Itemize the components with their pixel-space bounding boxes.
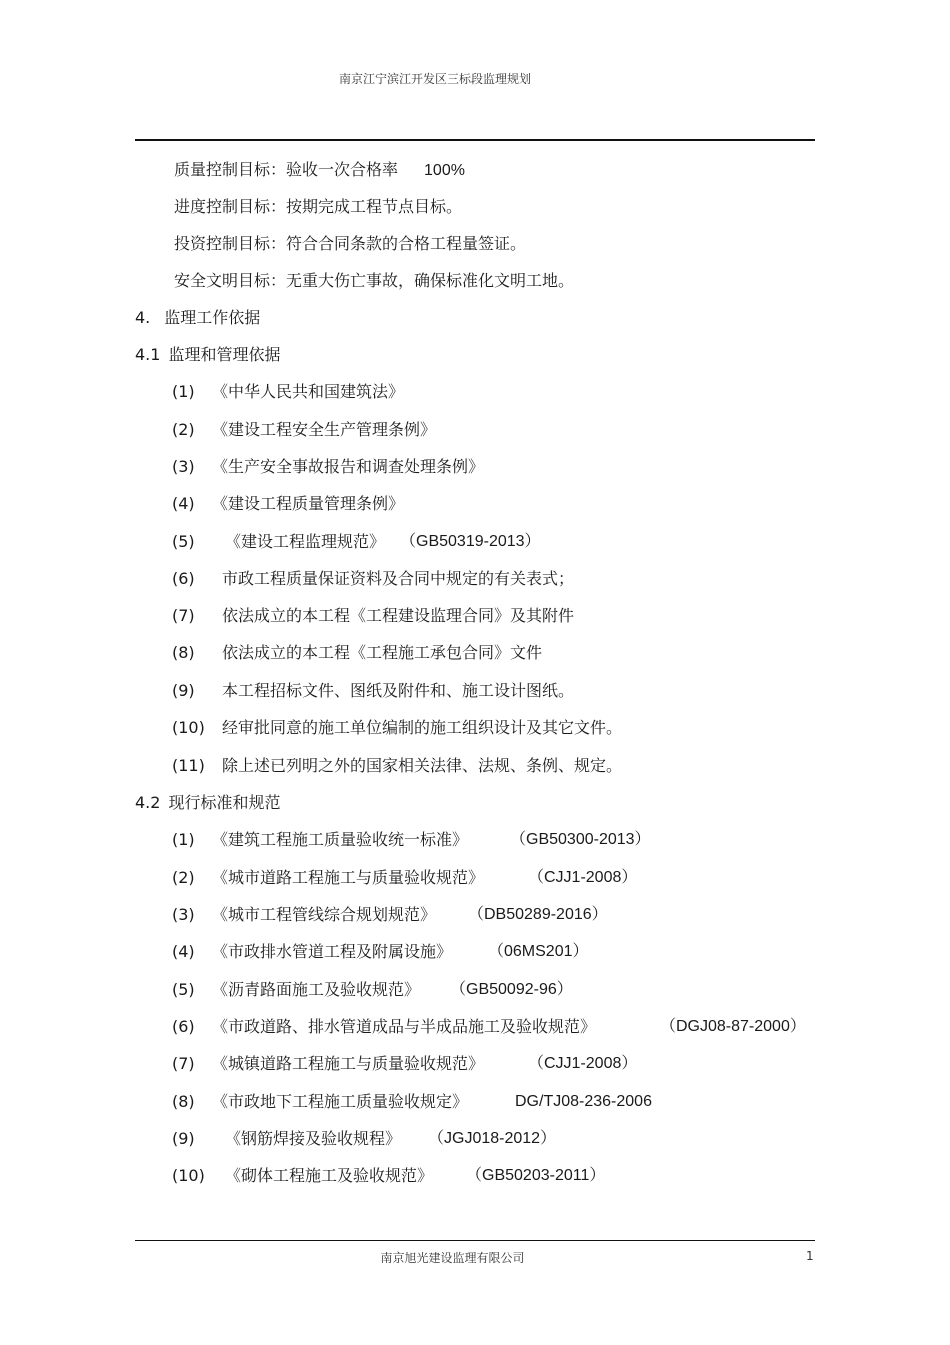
footer-company: 南京旭光建设监理有限公司 bbox=[380, 1251, 525, 1265]
investment-goal: 投资控制目标：符合合同条款的合格工程量签证。 bbox=[174, 234, 527, 253]
quality-goal: 质量控制目标：验收一次合格率 100% bbox=[174, 160, 465, 179]
section-4-1-heading: 4.1 监理和管理依据 bbox=[135, 345, 281, 364]
safety-goal: 安全文明目标：无重大伤亡事故，确保标准化文明工地。 bbox=[174, 271, 575, 290]
page-header: 南京江宁滨江开发区三标段监理规划 bbox=[338, 72, 531, 86]
section-4-heading: 4. 监理工作依据 bbox=[135, 308, 261, 327]
section-4-2-heading: 4.2 现行标准和规范 bbox=[135, 793, 281, 812]
footer-rule bbox=[135, 1240, 815, 1241]
page-number: 1 bbox=[806, 1249, 814, 1263]
schedule-goal: 进度控制目标：按期完成工程节点目标。 bbox=[174, 197, 463, 216]
header-rule bbox=[135, 139, 815, 141]
